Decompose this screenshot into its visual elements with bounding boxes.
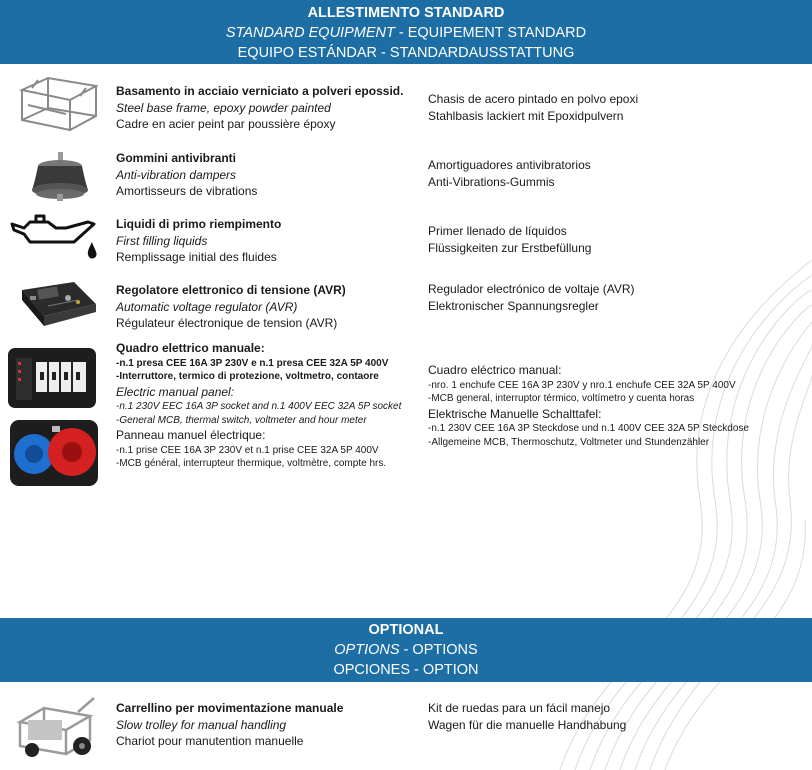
trolley-label-es: Kit de ruedas para un fácil manejo (428, 701, 611, 715)
first-filling-label-de: Flüssigkeiten zur Erstbefüllung (428, 240, 592, 255)
panel-title-it: Quadro elettrico manuale: (116, 341, 265, 355)
banner-subtitle-en-fr (0, 23, 812, 43)
steel-frame-label-en: Steel base frame, epoxy powder painted (116, 100, 331, 115)
trolley-label-en: Slow trolley for manual handling (116, 717, 287, 732)
panel-line1-es: -nro. 1 enchufe CEE 16A 3P 230V y nro.1 enchufe CEE 32A 5P 400V (428, 379, 736, 391)
panel-title-en: Electric manual panel: (116, 384, 235, 399)
trolley-label-it: Carrellino per movimentazione manuale (116, 701, 344, 715)
anti-vibration-label-en: Anti-vibration dampers (116, 167, 237, 182)
panel-line1-de: -n.1 230V CEE 16A 3P Steckdose und n.1 400V CEE 32A 5P Steckdose (428, 423, 749, 434)
steel-frame-icon (8, 70, 103, 132)
optional-subtitle-es-de: OPCIONES - OPTION (333, 662, 479, 678)
optional-subtitle-fr: - OPTIONS (399, 642, 478, 658)
item-first-filling (0, 208, 812, 272)
first-filling-label-it: Liquidi di primo riempimento (116, 217, 282, 231)
anti-vibration-damper-icon (8, 146, 103, 202)
steel-frame-label-it: Basamento in acciaio verniciato a polveri epossid. (116, 84, 404, 98)
steel-frame-label-de: Stahlbasis lackiert mit Epoxidpulvern (428, 108, 624, 123)
banner-subtitle-en: STANDARD EQUIPMENT (225, 25, 395, 41)
electric-panel-icon (8, 346, 103, 488)
item-electric-panel (0, 340, 812, 486)
panel-line1-it: -n.1 presa CEE 16A 3P 230V e n.1 presa CEE 32A 5P 400V (116, 357, 389, 369)
panel-line2-de: -Allgemeine MCB, Thermoschutz, Voltmeter und Stundenzähler (428, 436, 710, 448)
avr-label-fr: Régulateur électronique de tension (AVR) (116, 316, 338, 330)
panel-line1-fr: -n.1 prise CEE 16A 3P 230V et n.1 prise CEE 32A 5P 400V (116, 444, 379, 456)
optional-subtitle-en: OPTIONS (334, 642, 400, 658)
steel-frame-label-fr: Cadre en acier peint par poussière époxy (116, 117, 336, 131)
panel-line2-es: -MCB general, interruptor térmico, voltímetro y cuenta horas (428, 393, 695, 404)
first-filling-label-fr: Remplissage initial des fluides (116, 250, 277, 264)
avr-board-icon (8, 276, 103, 338)
trolley-label-fr: Chariot pour manutention manuelle (116, 734, 304, 748)
avr-label-de: Elektronischer Spannungsregler (428, 298, 599, 313)
panel-title-es: Cuadro eléctrico manual: (428, 363, 562, 377)
steel-frame-label-es: Chasis de acero pintado en polvo epoxi (428, 92, 639, 106)
panel-title-fr: Panneau manuel électrique: (116, 428, 266, 442)
first-filling-label-es: Primer llenado de líquidos (428, 224, 567, 238)
anti-vibration-label-it: Gommini antivibranti (116, 151, 237, 165)
optional-title: OPTIONAL (368, 622, 444, 638)
first-filling-label-en: First filling liquids (116, 233, 208, 248)
banner-subtitle-es-de: EQUIPO ESTÁNDAR - STANDARDAUSSTATTUNG (237, 45, 575, 61)
anti-vibration-label-es: Amortiguadores antivibratorios (428, 158, 591, 172)
optional-subtitle-en-fr (0, 640, 812, 660)
item-anti-vibration (0, 140, 812, 206)
anti-vibration-label-fr: Amortisseurs de vibrations (116, 184, 258, 198)
item-trolley (0, 690, 812, 768)
banner-subtitle-fr: - EQUIPEMENT STANDARD (394, 25, 587, 41)
item-steel-frame (0, 66, 812, 138)
panel-line2-it: -Interruttore, termico di protezione, voltmetro, contaore (116, 371, 379, 382)
avr-label-en: Automatic voltage regulator (AVR) (116, 299, 298, 314)
panel-line2-fr: -MCB général, interrupteur thermique, voltmètre, compte hrs. (116, 458, 387, 469)
standard-equipment-banner (0, 0, 812, 64)
panel-title-de: Elektrische Manuelle Schalttafel: (428, 406, 602, 421)
panel-line1-en: -n.1 230V EEC 16A 3P socket and n.1 400V EEC 32A 5P socket (116, 401, 402, 412)
trolley-icon (8, 694, 103, 764)
avr-label-it: Regolatore elettronico di tensione (AVR) (116, 283, 346, 297)
optional-banner (0, 618, 812, 682)
anti-vibration-label-de: Anti-Vibrations-Gummis (428, 174, 555, 189)
trolley-label-de: Wagen für die manuelle Handhabung (428, 717, 627, 732)
oil-can-icon (8, 212, 103, 266)
banner-title: ALLESTIMENTO STANDARD (307, 5, 505, 21)
avr-label-es: Regulador electrónico de voltaje (AVR) (428, 282, 635, 296)
item-avr (0, 274, 812, 340)
panel-line2-en: -General MCB, thermal switch, voltmeter and hour meter (116, 414, 367, 426)
